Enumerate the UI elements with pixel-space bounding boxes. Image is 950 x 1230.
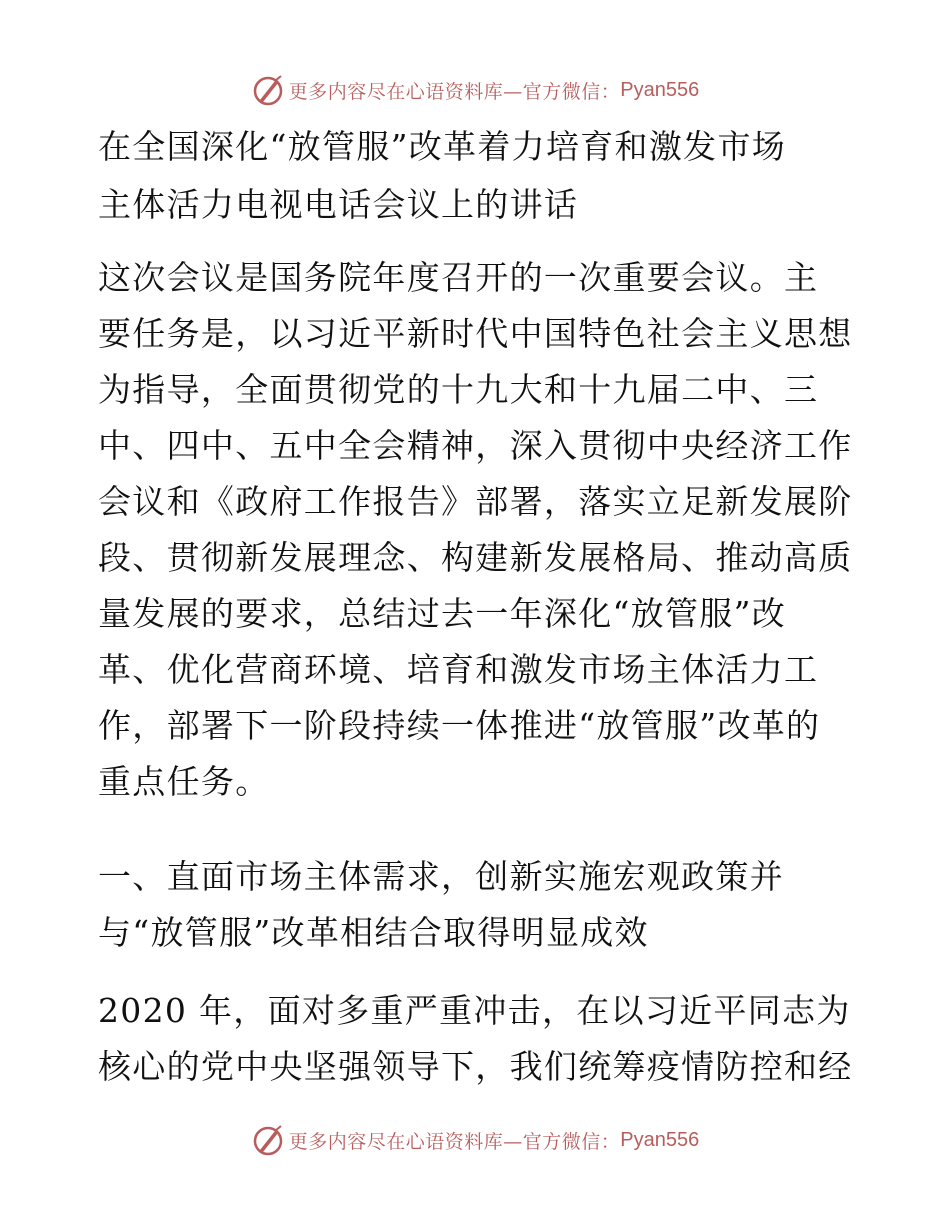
- paragraph-1-line-9: 作，部署下一阶段持续一体推进“放管服”改革的: [98, 706, 821, 745]
- watermark-wechat-id: Pyan556: [620, 78, 700, 101]
- paragraph-1-line-2: 要任务是，以习近平新时代中国特色社会主义思想: [98, 314, 853, 353]
- paragraph-1-line-5: 会议和《政府工作报告》部署，落实立足新发展阶: [98, 482, 853, 521]
- section-heading-line-1: 一、直面市场主体需求，创新实施宏观政策并: [98, 857, 784, 896]
- watermark-wechat-id: Pyan556: [620, 1128, 700, 1151]
- paragraph-1-line-1: 这次会议是国务院年度召开的一次重要会议。主: [98, 258, 819, 297]
- paragraph-1-line-3: 为指导，全面贯彻党的十九大和十九届二中、三: [98, 370, 819, 409]
- paragraph-2-line-1: 2020 年，面对多重严重冲击，在以习近平同志为: [98, 991, 851, 1030]
- watermark-banner-bottom: [0, 1120, 950, 1160]
- paragraph-1-line-6: 段、贯彻新发展理念、构建新发展格局、推动高质: [98, 538, 853, 577]
- paragraph-2-line-2: 核心的党中央坚强领导下，我们统筹疫情防控和经: [98, 1047, 853, 1086]
- watermark-text: 更多内容尽在心语资料库—官方微信：: [288, 1130, 621, 1153]
- paragraph-1-line-7: 量发展的要求，总结过去一年深化“放管服”改: [98, 594, 787, 633]
- paragraph-1-line-8: 革、优化营商环境、培育和激发市场主体活力工: [98, 650, 819, 689]
- section-heading-line-2: 与“放管服”改革相结合取得明显成效: [98, 913, 649, 952]
- watermark-text: 更多内容尽在心语资料库—官方微信：: [288, 80, 621, 103]
- document-title-line-1: 在全国深化“放管服”改革着力培育和激发市场: [98, 127, 787, 166]
- paragraph-1-line-4: 中、四中、五中全会精神，深入贯彻中央经济工作: [98, 426, 853, 465]
- quill-pen-logo-icon: [251, 1123, 285, 1157]
- document-title-line-2: 主体活力电视电话会议上的讲话: [98, 185, 579, 224]
- paragraph-1-line-10: 重点任务。: [98, 762, 270, 801]
